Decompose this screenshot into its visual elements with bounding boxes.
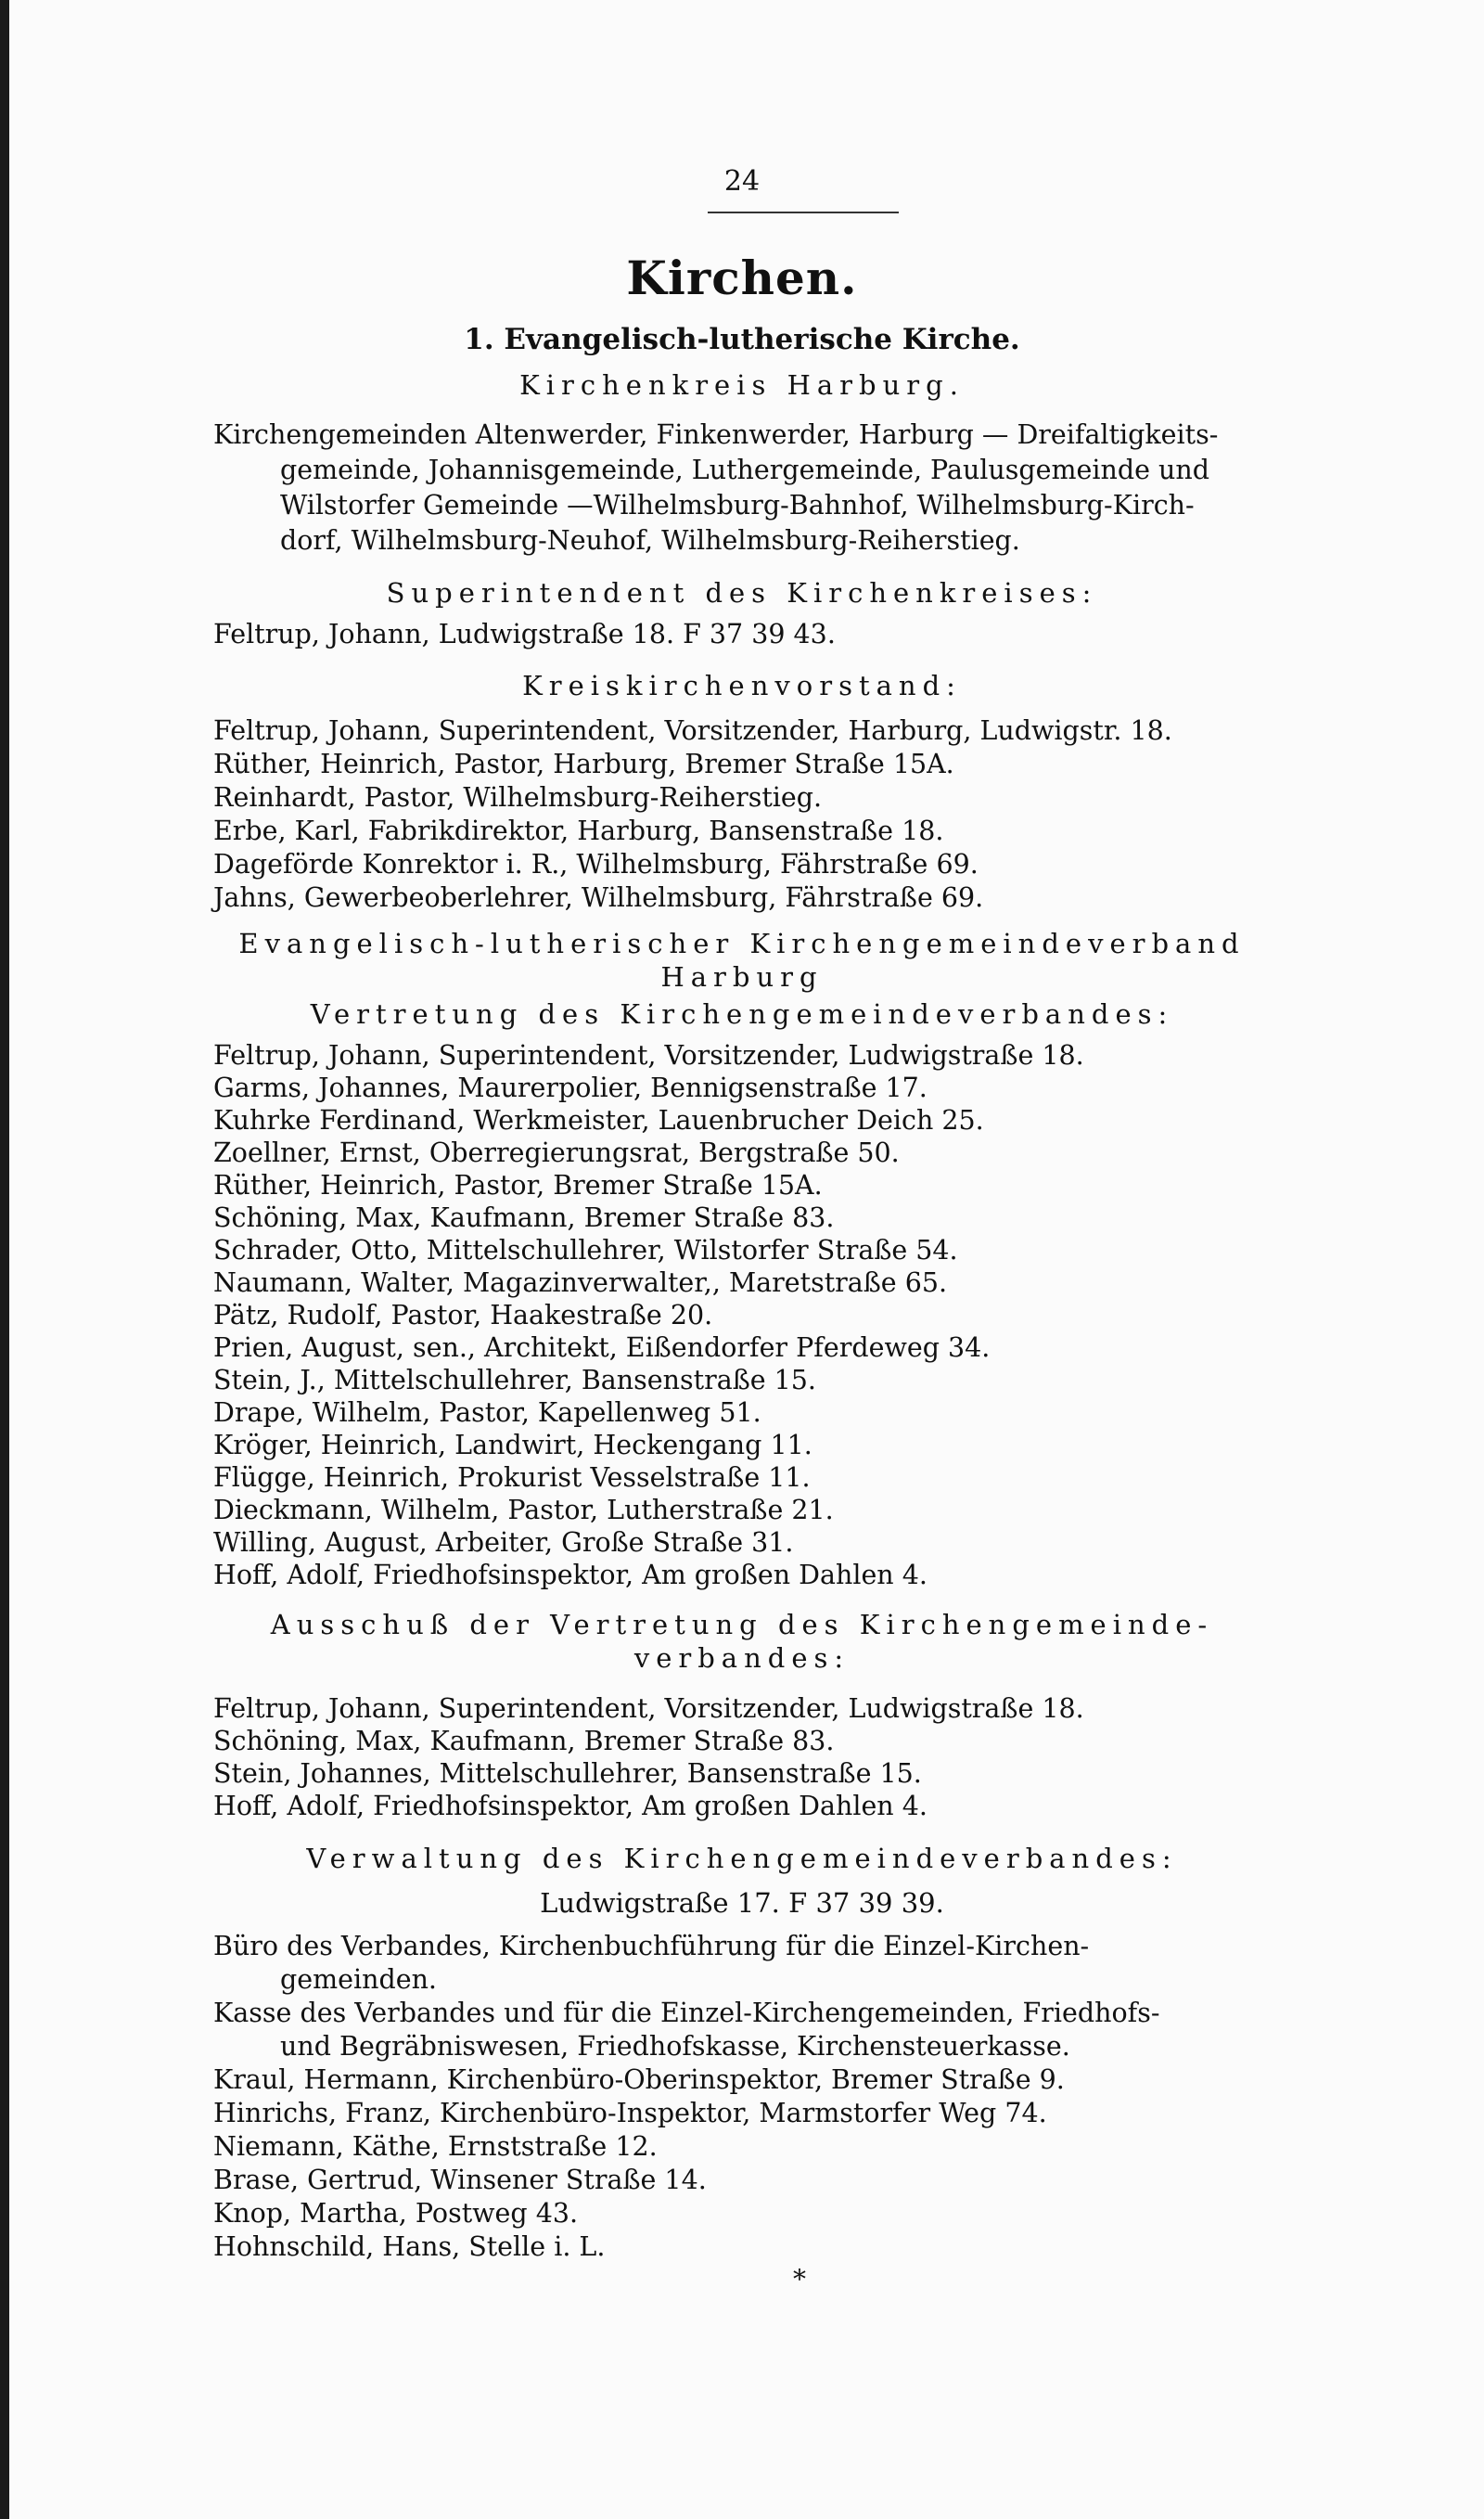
vertretung-member: Pätz, Rudolf, Pastor, Haakestraße 20. [213, 1300, 713, 1330]
verwaltung-line: Knop, Martha, Postweg 43. [213, 2198, 579, 2229]
verwaltung-line: und Begräbniswesen, Friedhofskasse, Kirchensteuerkasse. [280, 2031, 1070, 2062]
verwaltung-line: Büro des Verbandes, Kirchenbuchführung für die Einzel-Kirchen- [213, 1931, 1090, 1961]
verwaltung-line: Kasse des Verbandes und für die Einzel-Kirchengemeinden, Friedhofs- [213, 1998, 1160, 2028]
vertretung-member: Kuhrke Ferdinand, Werkmeister, Lauenbrucher Deich 25. [213, 1105, 984, 1136]
vertretung-member: Schrader, Otto, Mittelschullehrer, Wilstorfer Straße 54. [213, 1235, 958, 1266]
verwaltung-line: Brase, Gertrud, Winsener Straße 14. [213, 2165, 707, 2195]
parish-line: Kirchengemeinden Altenwerder, Finkenwerder, Harburg — Dreifaltigkeits- [213, 419, 1219, 450]
ausschuss-heading-2: verbandes: [633, 1642, 851, 1674]
vertretung-member: Naumann, Walter, Magazinverwalter,, Maretstraße 65. [213, 1267, 948, 1298]
vertretung-member: Feltrup, Johann, Superintendent, Vorsitzender, Ludwigstraße 18. [213, 1040, 1084, 1071]
vorstand-member: Erbe, Karl, Fabrikdirektor, Harburg, Bansenstraße 18. [213, 816, 944, 846]
vertretung-member: Stein, J., Mittelschullehrer, Bansenstraße 15. [213, 1365, 816, 1395]
vertretung-member: Rüther, Heinrich, Pastor, Bremer Straße 15A. [213, 1170, 823, 1201]
vertretung-member: Kröger, Heinrich, Landwirt, Heckengang 11. [213, 1430, 812, 1460]
kreiskirchenvorstand-heading: Kreiskirchenvorstand: [522, 670, 962, 701]
superintendent-heading: Superintendent des Kirchenkreises: [386, 577, 1098, 609]
vertretung-heading: Vertretung des Kirchengemeindeverbandes: [310, 998, 1174, 1030]
page-title: Kirchen. [626, 251, 858, 305]
ausschuss-member: Schöning, Max, Kaufmann, Bremer Straße 83. [213, 1726, 835, 1756]
verwaltung-address: Ludwigstraße 17. F 37 39 39. [540, 1887, 944, 1919]
vertretung-member: Willing, August, Arbeiter, Große Straße 31. [213, 1527, 794, 1558]
verband-heading: Evangelisch-lutherischer Kirchengemeindeverband [238, 928, 1246, 959]
district-heading: Kirchenkreis Harburg. [519, 369, 965, 401]
vertretung-member: Flügge, Heinrich, Prokurist Vesselstraße 11. [213, 1462, 811, 1493]
ausschuss-heading: Ausschuß der Vertretung des Kirchengemeinde- [270, 1609, 1214, 1640]
vorstand-member: Feltrup, Johann, Superintendent, Vorsitzender, Harburg, Ludwigstr. 18. [213, 715, 1172, 746]
parish-line: gemeinde, Johannisgemeinde, Luthergemeinde, Paulusgemeinde und [280, 455, 1209, 485]
ausschuss-member: Feltrup, Johann, Superintendent, Vorsitzender, Ludwigstraße 18. [213, 1693, 1084, 1724]
header-rule [708, 212, 899, 213]
vertretung-member: Prien, August, sen., Architekt, Eißendorfer Pferdeweg 34. [213, 1332, 991, 1363]
vertretung-member: Dieckmann, Wilhelm, Pastor, Lutherstraße 21. [213, 1495, 834, 1525]
verwaltung-heading: Verwaltung des Kirchengemeindeverbandes: [306, 1843, 1178, 1874]
verband-heading-2: Harburg [660, 961, 824, 993]
verwaltung-line: Hinrichs, Franz, Kirchenbüro-Inspektor, Marmstorfer Weg 74. [213, 2098, 1047, 2128]
section-heading: 1. Evangelisch-lutherische Kirche. [464, 323, 1020, 356]
vertretung-member: Zoellner, Ernst, Oberregierungsrat, Bergstraße 50. [213, 1137, 900, 1168]
vorstand-member: Rüther, Heinrich, Pastor, Harburg, Bremer Straße 15A. [213, 749, 954, 779]
vorstand-member: Reinhardt, Pastor, Wilhelmsburg-Reiherstieg. [213, 782, 823, 813]
vertretung-member: Hoff, Adolf, Friedhofsinspektor, Am großen Dahlen 4. [213, 1560, 928, 1590]
vertretung-member: Schöning, Max, Kaufmann, Bremer Straße 83. [213, 1202, 835, 1233]
vertretung-member: Garms, Johannes, Maurerpolier, Bennigsenstraße 17. [213, 1073, 928, 1103]
verwaltung-line: Kraul, Hermann, Kirchenbüro-Oberinspektor, Bremer Straße 9. [213, 2064, 1065, 2095]
end-asterisk: * [793, 2264, 806, 2294]
ausschuss-member: Stein, Johannes, Mittelschullehrer, Bansenstraße 15. [213, 1758, 922, 1789]
verwaltung-line: gemeinden. [280, 1964, 437, 1995]
parish-line: dorf, Wilhelmsburg-Neuhof, Wilhelmsburg-Reiherstieg. [280, 525, 1020, 556]
parish-line: Wilstorfer Gemeinde —Wilhelmsburg-Bahnhof, Wilhelmsburg-Kirch- [280, 490, 1195, 521]
ausschuss-member: Hoff, Adolf, Friedhofsinspektor, Am großen Dahlen 4. [213, 1791, 928, 1821]
vorstand-member: Jahns, Gewerbeoberlehrer, Wilhelmsburg, Fährstraße 69. [213, 882, 984, 913]
verwaltung-line: Niemann, Käthe, Ernststraße 12. [213, 2131, 658, 2162]
page-number: 24 [723, 165, 761, 198]
vertretung-member: Drape, Wilhelm, Pastor, Kapellenweg 51. [213, 1397, 761, 1428]
superintendent-entry: Feltrup, Johann, Ludwigstraße 18. F 37 39 43. [213, 619, 836, 649]
verwaltung-line: Hohnschild, Hans, Stelle i. L. [213, 2231, 606, 2262]
vorstand-member: Dageförde Konrektor i. R., Wilhelmsburg, Fährstraße 69. [213, 849, 979, 880]
